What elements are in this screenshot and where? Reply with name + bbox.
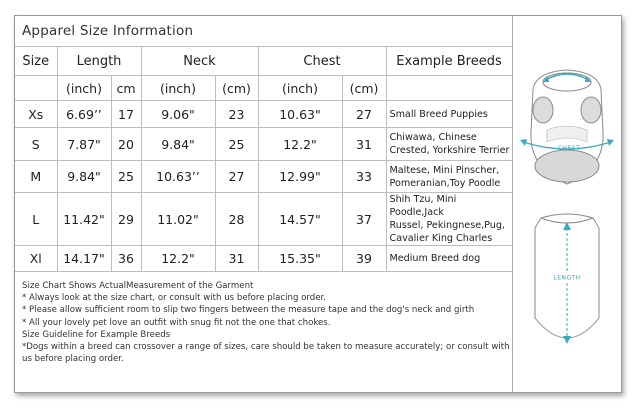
cell-size: L — [15, 193, 57, 246]
cell-neck-inch: 12.2" — [141, 246, 215, 272]
breed-line: Chiwawa, Chinese — [389, 132, 477, 143]
cell-chest-inch: 15.35" — [258, 246, 342, 272]
cell-chest-cm: 33 — [342, 161, 386, 193]
cell-chest-cm: 31 — [342, 128, 386, 161]
cell-length-inch: 11.42" — [57, 193, 111, 246]
size-table-panel — [15, 16, 512, 392]
cell-length-cm: 29 — [111, 193, 141, 246]
table-row — [15, 128, 512, 161]
cell-length-inch: 14.17" — [57, 246, 111, 272]
notes-block — [22, 280, 510, 365]
cell-breeds — [386, 101, 512, 128]
header-size: Size — [15, 47, 57, 76]
note-line: * Always look at the size chart, or consult with us before placing order. — [22, 293, 326, 304]
cell-breeds — [386, 193, 512, 246]
cell-chest-inch: 12.99" — [258, 161, 342, 193]
breed-line: Crested, Yorkshire Terrier — [389, 145, 510, 156]
cell-neck-cm: 31 — [215, 246, 258, 272]
garment-top-view-figure — [513, 60, 622, 210]
cell-neck-cm: 27 — [215, 161, 258, 193]
unit-blank — [15, 76, 57, 101]
cell-length-cm: 25 — [111, 161, 141, 193]
note-line: Size Chart Shows ActualMeasurement of the Garment — [22, 281, 254, 291]
cell-neck-cm: 28 — [215, 193, 258, 246]
note-line: *Dogs within a breed can crossover a range of sizes, care should be taken to measure accurately; or consult with us before placing order. — [22, 342, 510, 365]
unit-neck-inch: (inch) — [141, 76, 215, 101]
garment-length-figure — [513, 208, 622, 368]
size-table — [15, 46, 513, 272]
breed-line: Medium Breed dog — [389, 253, 481, 264]
cell-size: S — [15, 128, 57, 161]
unit-length-inch: (inch) — [57, 76, 111, 101]
cell-breeds — [386, 246, 512, 272]
breed-line: Maltese, Mini Pinscher, — [389, 164, 500, 176]
header-length: Length — [57, 47, 141, 76]
cell-chest-cm: 37 — [342, 193, 386, 246]
unit-neck-cm: (cm) — [215, 76, 258, 101]
breed-line: Small Breed Puppies — [389, 108, 488, 120]
cell-length-inch: 6.69’’ — [57, 101, 111, 128]
header-row — [15, 47, 512, 76]
table-row — [15, 161, 512, 193]
chest-figure-label: CHEST — [557, 145, 581, 152]
table-row — [15, 246, 512, 272]
cell-neck-cm: 25 — [215, 128, 258, 161]
breed-line: Pomeranian,Toy Poodle — [389, 177, 501, 189]
cell-neck-inch: 9.84" — [141, 128, 215, 161]
note-line: * All your lovely pet love an outfit with snug fit not the one that chokes. — [22, 317, 331, 328]
header-chest: Chest — [258, 47, 386, 76]
header-breeds: Example Breeds — [386, 47, 512, 76]
cell-chest-inch: 12.2" — [258, 128, 342, 161]
unit-row — [15, 76, 512, 101]
cell-neck-inch: 10.63’’ — [141, 161, 215, 193]
unit-blank-breeds — [386, 76, 512, 101]
cell-neck-inch: 9.06" — [141, 101, 215, 128]
note-line: Size Guideline for Example Breeds — [22, 329, 171, 340]
cell-length-cm: 20 — [111, 128, 141, 161]
table-row — [15, 101, 512, 128]
note-line: * Please allow sufficient room to slip two fingers between the measure tape and the dog's neck and girth — [22, 305, 475, 316]
unit-length-cm: cm — [111, 76, 141, 101]
length-figure-label: LENGTH — [553, 274, 581, 282]
cell-length-cm: 17 — [111, 101, 141, 128]
unit-chest-inch: (inch) — [258, 76, 342, 101]
cell-chest-inch: 14.57" — [258, 193, 342, 246]
breed-line: Cavalier King Charles — [389, 233, 493, 244]
breed-line: Shih Tzu, Mini Poodle,Jack — [389, 194, 457, 218]
cell-size: M — [15, 161, 57, 193]
breed-line: Russel, Pekingnese,Pug, — [389, 220, 505, 231]
unit-chest-cm: (cm) — [342, 76, 386, 101]
page-title: Apparel Size Information — [22, 23, 194, 39]
cell-size: Xl — [15, 246, 57, 272]
cell-breeds — [386, 128, 512, 161]
cell-chest-inch: 10.63" — [258, 101, 342, 128]
cell-breeds — [386, 161, 512, 193]
size-chart-card — [14, 15, 622, 393]
measurement-figures-panel — [512, 16, 622, 392]
cell-chest-cm: 27 — [342, 101, 386, 128]
cell-neck-inch: 11.02" — [141, 193, 215, 246]
garment-top-view-icon — [531, 70, 603, 184]
cell-chest-cm: 39 — [342, 246, 386, 272]
cell-length-cm: 36 — [111, 246, 141, 272]
table-row — [15, 193, 512, 246]
cell-length-inch: 9.84" — [57, 161, 111, 193]
cell-length-inch: 7.87" — [57, 128, 111, 161]
header-neck: Neck — [141, 47, 258, 76]
cell-neck-cm: 23 — [215, 101, 258, 128]
cell-size: Xs — [15, 101, 57, 128]
